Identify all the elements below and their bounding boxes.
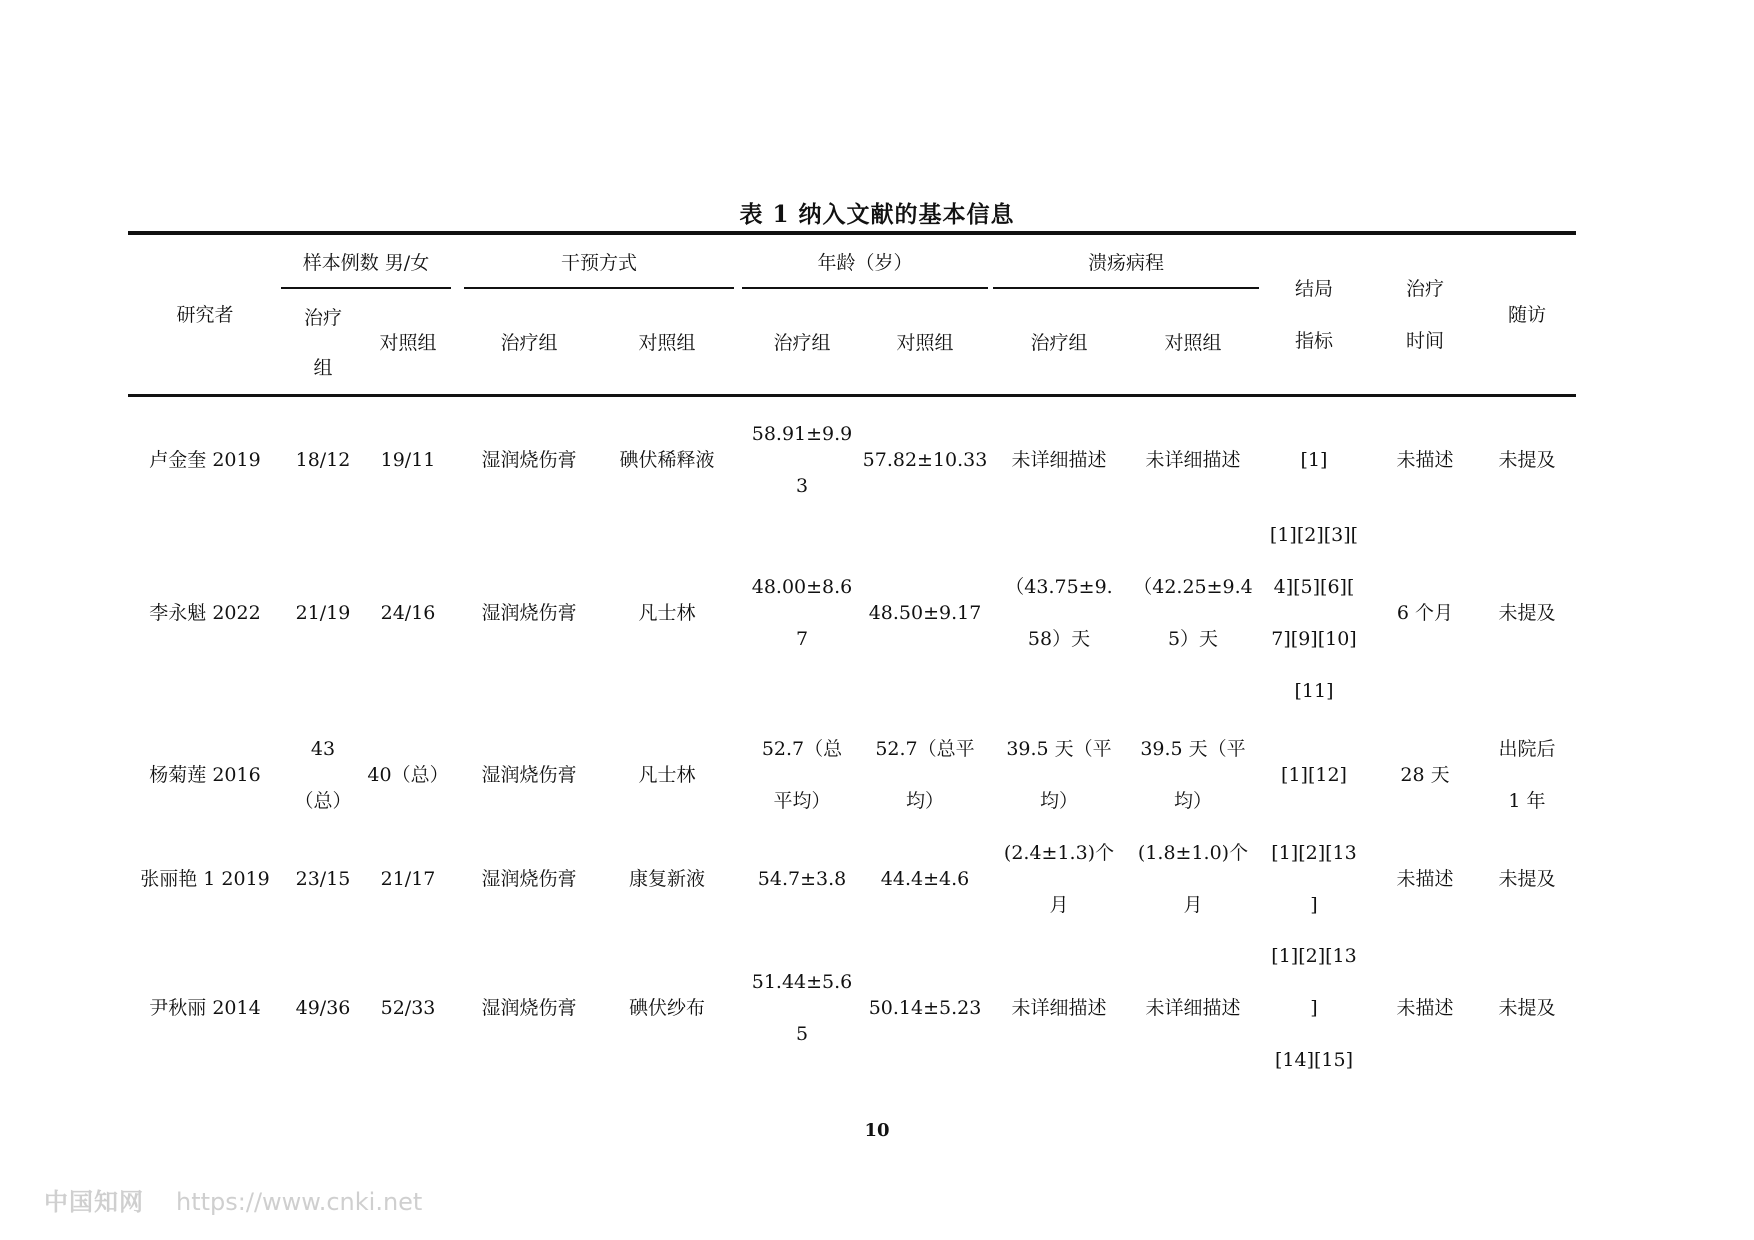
table-row-4-sample-ctrl: 52/33 xyxy=(380,997,436,1019)
table-row-4-course-ctrl: 未详细描述 xyxy=(1145,997,1241,1019)
table-row-1-interv-ctrl: 凡士林 xyxy=(638,602,696,624)
table-row-3-outcome: [1][2][13 ] xyxy=(1271,842,1357,916)
table-top-rule xyxy=(128,231,1576,235)
header-sample-treatment: 治疗 组 xyxy=(303,307,342,379)
table-title: 表 1 纳入文献的基本信息 xyxy=(739,201,1015,228)
table-row-3-researcher: 张丽艳 1 2019 xyxy=(140,868,270,890)
watermark-logo: 中国知网 xyxy=(44,1188,144,1216)
table-row-2-age-ctrl: 52.7（总平 均） xyxy=(875,738,975,812)
table-row-3-sample-treat: 23/15 xyxy=(295,868,351,890)
table-row-1-sample-treat: 21/19 xyxy=(295,602,351,624)
table-row-1-age-ctrl: 48.50±9.17 xyxy=(868,602,982,624)
table-row-2-interv-ctrl: 凡士林 xyxy=(638,764,696,786)
table-row-4-duration: 未描述 xyxy=(1396,997,1454,1019)
header-course-control: 对照组 xyxy=(1164,332,1222,354)
table-row-3-age-ctrl: 44.4±4.6 xyxy=(880,868,970,890)
header-interv-treatment: 治疗组 xyxy=(500,332,558,354)
table-row-2-sample-treat: 43 （总） xyxy=(294,738,352,812)
table-row-2-followup: 出院后 1 年 xyxy=(1498,738,1556,812)
table-row-4-interv-treat: 湿润烧伤膏 xyxy=(481,997,577,1019)
table-row-4-researcher: 尹秋丽 2014 xyxy=(149,997,261,1019)
table-row-0-followup: 未提及 xyxy=(1498,449,1556,471)
table-row-3-age-treat: 54.7±3.8 xyxy=(757,868,847,890)
header-age-control: 对照组 xyxy=(896,332,954,354)
table-row-1-sample-ctrl: 24/16 xyxy=(380,602,436,624)
table-row-0-outcome: [1] xyxy=(1300,449,1328,471)
table-row-0-duration: 未描述 xyxy=(1396,449,1454,471)
table-row-4-interv-ctrl: 碘伏纱布 xyxy=(628,997,705,1019)
table-row-1-age-treat: 48.00±8.6 7 xyxy=(751,576,853,650)
table-row-4-age-treat: 51.44±5.6 5 xyxy=(751,971,853,1045)
table-row-0-sample-ctrl: 19/11 xyxy=(380,449,436,471)
table-row-4-course-treat: 未详细描述 xyxy=(1011,997,1107,1019)
table-row-1-followup: 未提及 xyxy=(1498,602,1556,624)
cnki-watermark xyxy=(44,1182,422,1217)
table-row-3-duration: 未描述 xyxy=(1396,868,1454,890)
table-row-4-age-ctrl: 50.14±5.23 xyxy=(868,997,982,1019)
table-row-3-course-ctrl: (1.8±1.0)个 月 xyxy=(1137,842,1249,916)
table-row-0-researcher: 卢金奎 2019 xyxy=(149,449,261,471)
table-row-2-researcher: 杨菊莲 2016 xyxy=(149,764,261,786)
header-outcome: 结局 指标 xyxy=(1294,278,1333,352)
table-row-0-interv-treat: 湿润烧伤膏 xyxy=(481,449,577,471)
header-age-treatment: 治疗组 xyxy=(773,332,831,354)
table-row-4-followup: 未提及 xyxy=(1498,997,1556,1019)
header-course-treatment: 治疗组 xyxy=(1030,332,1088,354)
header-age: 年龄（岁） xyxy=(817,252,913,274)
header-course: 溃疡病程 xyxy=(1087,252,1164,274)
table-row-4-outcome: [1][2][13 ] [14][15] xyxy=(1271,945,1357,1071)
table-row-1-course-ctrl: （42.25±9.4 5）天 xyxy=(1133,576,1253,650)
table-row-1-researcher: 李永魁 2022 xyxy=(149,602,261,624)
table-row-2-sample-ctrl: 40（总） xyxy=(367,764,449,786)
watermark-url: https://www.cnki.net xyxy=(176,1188,423,1216)
table-row-0-course-treat: 未详细描述 xyxy=(1011,449,1107,471)
table-row-3-followup: 未提及 xyxy=(1498,868,1556,890)
table-row-2-age-treat: 52.7（总 平均） xyxy=(761,738,843,812)
table-row-1-duration: 6 个月 xyxy=(1396,602,1454,624)
header-sample-control: 对照组 xyxy=(379,332,437,354)
table-row-1-course-treat: （43.75±9. 58）天 xyxy=(1005,576,1113,650)
header-duration: 治疗 时间 xyxy=(1405,278,1444,352)
table-row-1-outcome: [1][2][3][ 4][5][6][ 7][9][10] [11] xyxy=(1269,524,1359,702)
table-row-4-sample-treat: 49/36 xyxy=(295,997,351,1019)
header-interv-control: 对照组 xyxy=(638,332,696,354)
header-followup: 随访 xyxy=(1507,304,1546,326)
table-row-0-sample-treat: 18/12 xyxy=(295,449,351,471)
page-number: 10 xyxy=(864,1120,890,1141)
header-researcher: 研究者 xyxy=(176,304,234,326)
table-header-rule xyxy=(128,394,1576,397)
table-row-2-duration: 28 天 xyxy=(1400,764,1450,786)
table-row-2-outcome: [1][12] xyxy=(1281,764,1347,786)
table-row-2-interv-treat: 湿润烧伤膏 xyxy=(481,764,577,786)
table-row-2-course-ctrl: 39.5 天（平 均） xyxy=(1140,738,1246,812)
table-row-3-interv-treat: 湿润烧伤膏 xyxy=(481,868,577,890)
table-row-1-interv-treat: 湿润烧伤膏 xyxy=(481,602,577,624)
table-row-3-sample-ctrl: 21/17 xyxy=(380,868,436,890)
table-row-3-course-treat: (2.4±1.3)个 月 xyxy=(1003,842,1115,916)
table-row-0-course-ctrl: 未详细描述 xyxy=(1145,449,1241,471)
table-row-0-age-ctrl: 57.82±10.33 xyxy=(862,449,988,471)
table-row-0-age-treat: 58.91±9.9 3 xyxy=(751,423,853,497)
header-intervention: 干预方式 xyxy=(560,252,637,274)
header-sample: 样本例数 男/女 xyxy=(302,252,430,274)
table-row-2-course-treat: 39.5 天（平 均） xyxy=(1006,738,1112,812)
table-row-3-interv-ctrl: 康复新液 xyxy=(628,868,705,890)
table-row-0-interv-ctrl: 碘伏稀释液 xyxy=(619,449,715,471)
